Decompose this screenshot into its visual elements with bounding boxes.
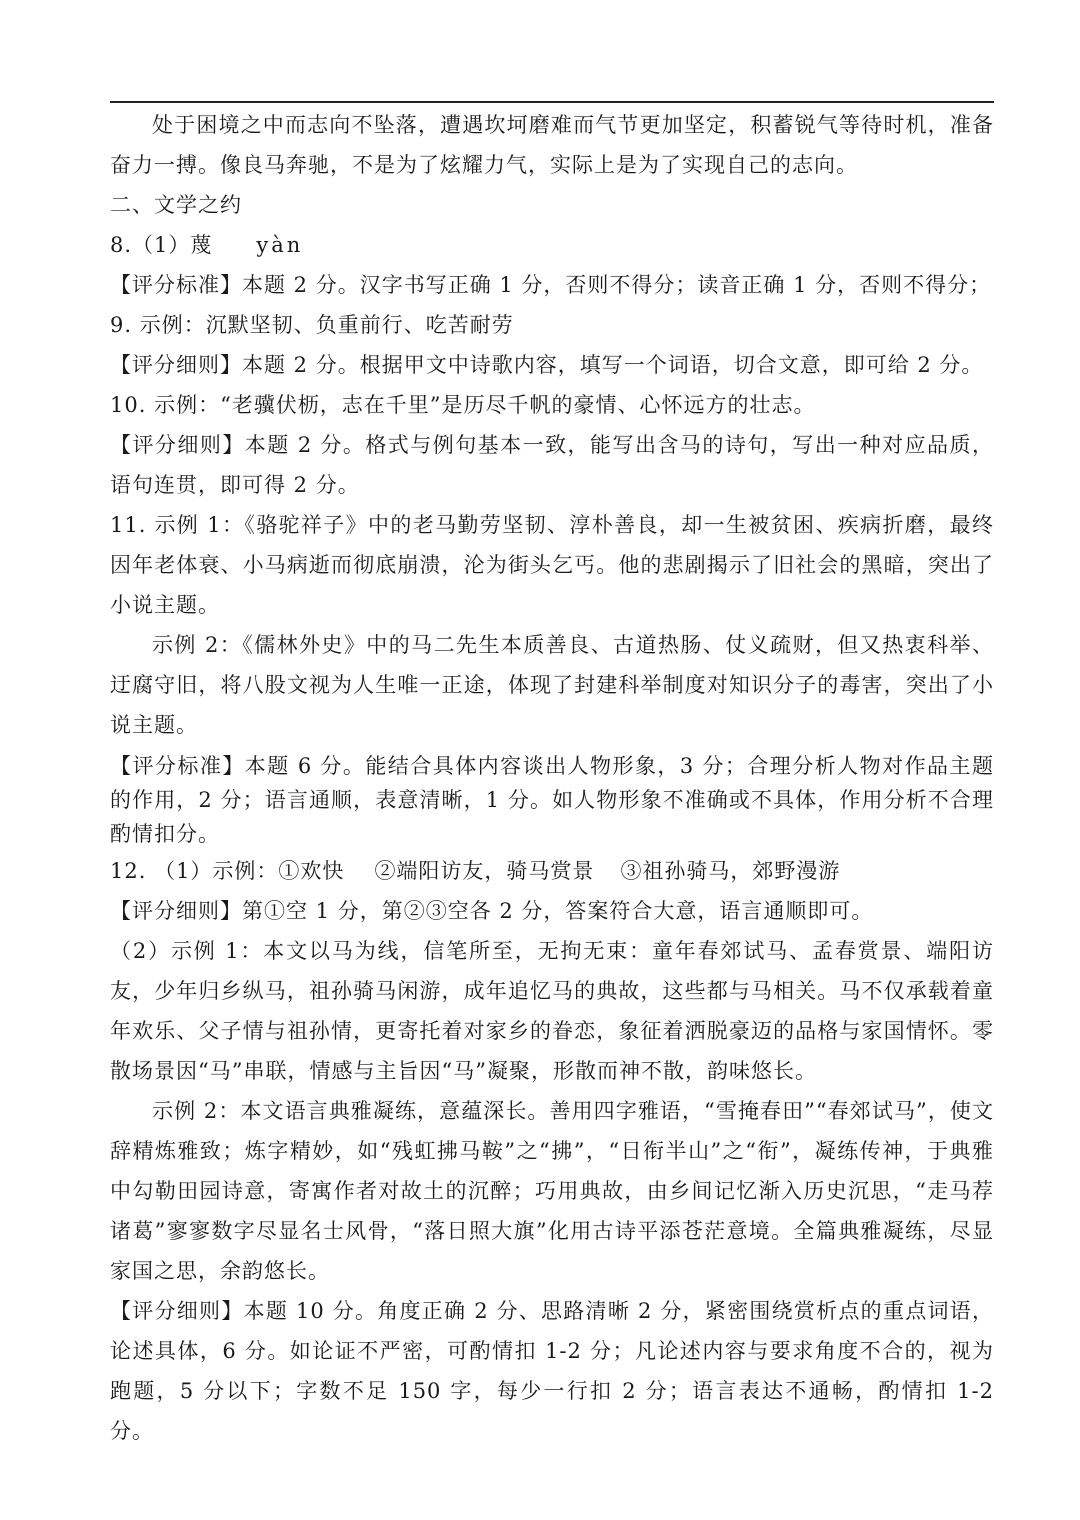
paragraph-intro: 处于困境之中而志向不坠落，遭遇坎坷磨难而气节更加坚定，积蓄锐气等待时机，准备奋力一搏。像良马奔驰，不是为了炫耀力气，实际上是为了实现自己的志向。 — [110, 113, 994, 177]
scoring-12-2: 【评分细则】本题 10 分。角度正确 2 分、思路清晰 2 分，紧密围绕赏析点的重点词语，论述具体，6 分。如论证不严密，可酌情扣 1-2 分；凡论述内容与要求角度不合的，视为跑题，5 分以下；字数不足 150 字，每少一行扣 2 分；语言表达不通畅，酌情扣 1-2 分。 — [110, 1299, 994, 1443]
section-heading-literature: 二、文学之约 — [110, 193, 242, 217]
answer-12-1-c: ③祖孙骑马，郊野漫游 — [620, 859, 841, 883]
scoring-12-1: 【评分细则】第①空 1 分，第②③空各 2 分，答案符合大意，语言通顺即可。 — [110, 899, 874, 923]
answer-12-2-example-2: 示例 2：本文语言典雅凝练，意蕴深长。善用四字雅语，“雪掩春田”“春郊试马”，使文辞精炼雅致；炼字精妙，如“残虹拂马鞍”之“拂”，“日衔半山”之“衔”，凝练传神，于典雅中勾勒田园诗意，寄寓作者对故土的沉醉；巧用典故，由乡间记忆渐入历史沉思，“走马荐诸葛”寥寥数字尽显名士风骨，“落日照大旗”化用古诗平添苍茫意境。全篇典雅凝练，尽显家国之思，余韵悠长。 — [110, 1099, 994, 1283]
answer-8 — [110, 225, 994, 265]
answer-12-1-b: ②端阳访友，骑马赏景 — [374, 859, 595, 883]
answer-12-2-example-1: （2）示例 1：本文以马为线，信笔所至，无拘无束：童年春郊试马、孟春赏景、端阳访友，少年归乡纵马，祖孙骑马闲游，成年追忆马的典故，这些都与马相关。马不仅承载着童年欢乐、父子情与祖孙情，更寄托着对家乡的眷恋，象征着洒脱豪迈的品格与家国情怀。零散场景因“马”串联，情感与主旨因“马”凝聚，形散而神不散，韵味悠长。 — [110, 939, 994, 1083]
answer-9: 9. 示例：沉默坚韧、负重前行、吃苦耐劳 — [110, 313, 514, 337]
answer-8-char: 8.（1）蔑 — [110, 233, 213, 257]
scoring-10: 【评分细则】本题 2 分。格式与例句基本一致，能写出含马的诗句，写出一种对应品质，语句连贯，即可得 2 分。 — [110, 433, 994, 497]
scoring-8: 【评分标准】本题 2 分。汉字书写正确 1 分，否则不得分；读音正确 1 分，否则不得分； — [110, 273, 992, 297]
answer-10: 10. 示例：“老骥伏枥，志在千里”是历尽千帆的豪情、心怀远方的壮志。 — [110, 393, 816, 417]
scoring-11: 【评分标准】本题 6 分。能结合具体内容谈出人物形象，3 分；合理分析人物对作品主题的作用，2 分；语言通顺，表意清晰，1 分。如人物形象不准确或不具体，作用分析不合理酌情扣分。 — [110, 754, 994, 846]
answer-12-1 — [110, 851, 994, 891]
answer-8-pinyin: yàn — [256, 233, 304, 257]
answer-content — [110, 105, 994, 1451]
scoring-9: 【评分细则】本题 2 分。根据甲文中诗歌内容，填写一个词语，切合文意，即可给 2 分。 — [110, 353, 984, 377]
answer-11-example-1: 11. 示例 1：《骆驼祥子》中的老马勤劳坚韧、淳朴善良，却一生被贫困、疾病折磨，最终因年老体衰、小马病逝而彻底崩溃，沦为街头乞丐。他的悲剧揭示了旧社会的黑暗，突出了小说主题。 — [110, 513, 994, 617]
header-rule — [110, 101, 994, 103]
answer-12-1-a: 12. （1）示例：①欢快 — [110, 859, 345, 883]
answer-11-example-2: 示例 2：《儒林外史》中的马二先生本质善良、古道热肠、仗义疏财，但又热衷科举、迂腐守旧，将八股文视为人生唯一正途，体现了封建科举制度对知识分子的毒害，突出了小说主题。 — [110, 633, 994, 737]
